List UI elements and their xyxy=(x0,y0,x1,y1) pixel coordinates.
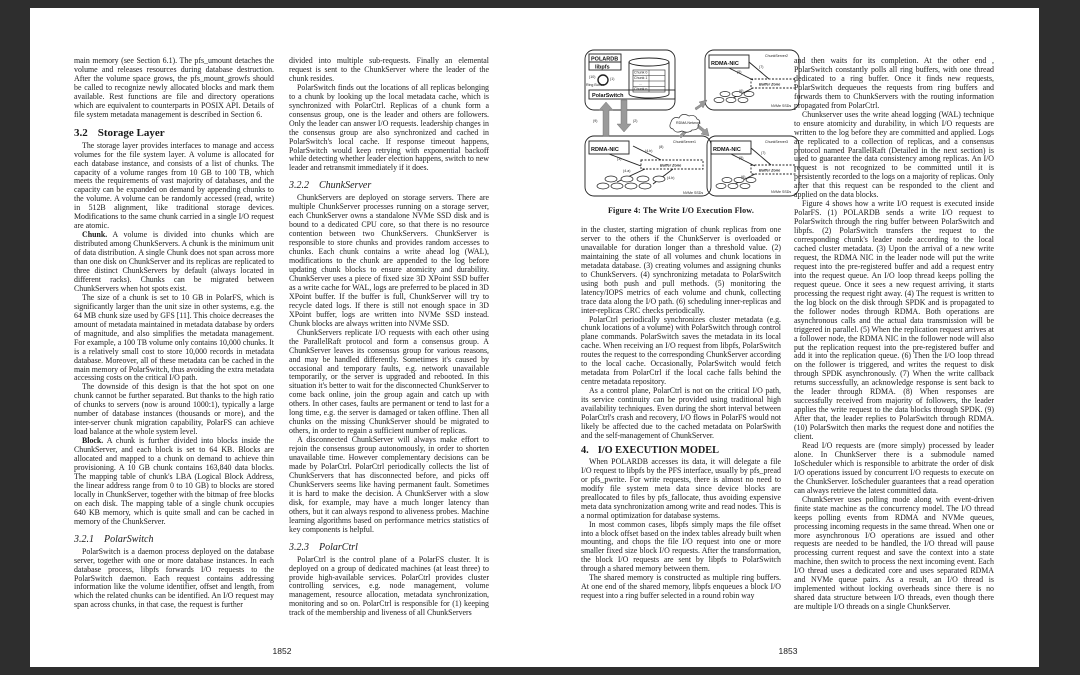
chunk-row: Chunk n xyxy=(634,87,648,91)
chunk-row: Chunk 1 xyxy=(634,76,648,80)
subsection-title: PolarCtrl xyxy=(319,541,358,553)
paragraph: Figure 4 shows how a write I/O request is executed inside PolarFS. (1) POLARDB sends a write I/O request to PolarSwitch through the ring buffer between PolarSwitch and libpfs. (2) PolarSwitch transfers the request to the corresponding chunk's leader node according to the local cached cluster metadata. (3) Upon the arrival of a new write request, the RDMA NIC in the leader node will put the write request into the pre-registered buffer and add a request entry into the request queue. An I/O loop thread keeps polling the request queue. Once it sees a new request arriving, it starts processing the request right away. (4) The request is written to the log block on the disk through SPDK and is propagated to the follower nodes through RDMA. Both operations are asynchronous calls and the actual data transmission will be triggered in parallel. (5) When the replication request arrives at a follower node, the RDMA NIC in the follower node will also put the replication request into the pre-registered buffer and add it into the replication queue. (6) Then the I/O loop thread on the follower is triggered, and writes the request to disk through SPDK asynchronously. (7) When the write callback returns successfully, an acknowledge response is sent back to the leader through RDMA. (8) When responses are successfully received from majority of followers, the leader applies the write request to the data blocks through SPDK. (9) After that, the leader replies to PolarSwitch through RDMA. (10) PolarSwitch then marks the request done and notifies the client. xyxy=(794,199,994,442)
chunk-row: Chunk 0 xyxy=(634,70,648,75)
section-heading xyxy=(581,445,781,457)
paragraph xyxy=(74,437,274,527)
page-number-right: 1853 xyxy=(778,646,798,656)
subsection-number: 3.2.3 xyxy=(289,541,309,553)
rdma-nic-label: RDMA-NIC xyxy=(713,147,741,153)
paragraph: When POLARDB accesses its data, it will delegate a file I/O request to libpfs by the PFS interface, usually by pfs_pread or pfs_pwrite. For write requests, there is almost no need to modify file system meta data since device blocks are preallocated to files by pfs_fallocate, thus avoiding expensive meta data synchronization among write and read nodes. This is a normal optimization for database systems. xyxy=(581,456,781,520)
paragraph: PolarSwitch finds out the locations of all replicas belonging to a chunk by looking up the local metadata cache, which is synchronized with PolarCtrl. Replicas of a chunk form a consensus group, one is the leader and others are followers. Only the leader can answer I/O requests. leadership changes in the consensus group are also synchronized and cached in PolarSwitch's local cache. If response timeout happens, PolarSwitch would keep retrying with exponential backoff while detecting whether leader election happens, switch to new leader and retransmit immediately if it does. xyxy=(289,82,489,173)
paragraph: and then waits for its completion. At the other end , PolarSwitch constantly polls all ring buffers, with one thread dedicated to a ring buffer. Once it finds new requests, PolarSwitch dequeues the requests from ring buffers and forwards them to ChunkServers with the routing information propagated from PolarCtrl. xyxy=(794,56,994,110)
run-in-heading: Block. xyxy=(82,436,104,446)
page-number-left: 1852 xyxy=(272,646,292,656)
step-6-label: (6) xyxy=(741,175,746,179)
section-number: 4. xyxy=(581,444,589,456)
subsection-title: ChunkServer xyxy=(319,180,372,192)
section-number: 3.2 xyxy=(74,126,88,139)
buffer-zone-label: Buffer Zone xyxy=(660,163,682,168)
step-1-label: (1) xyxy=(610,77,615,81)
paragraph: In most common cases, libpfs simply maps the file offset into a block offset based on the index tables already built when mounting, and chops the file I/O request into one or more smaller fixed size block I/O requests. After the transformation, the block I/O requests are sent by libpfs to PolarSwitch through a shared memory between them. xyxy=(581,519,781,574)
paragraph: divided into multiple sub-requests. Finally an elemental request is sent to the ChunkServer where the leader of the chunk resides. xyxy=(289,56,489,83)
section-heading xyxy=(74,127,274,140)
subsection-heading xyxy=(289,542,489,554)
document-viewer xyxy=(30,8,1039,667)
paragraph: The downside of this design is that the hot spot on one chunk cannot be further separated. But thanks to the high ratio of chunks to servers (now is around 1000:1), typically a large number of database instances (thousands or more), and the inter-server chunk migration capability, PolarFS can achieve load balance at the whole system level. xyxy=(74,382,274,437)
paragraph: Chunkserver uses the write ahead logging (WAL) technique to ensure atomicity and durability, in which I/O requests are written to the log before they are committed and applied. Logs are replicated to a collection of replicas, and a consensus protocol named ParallelRaft (Detailed in the next section) is used to guarantee the data consistency among replicas. An I/O request is not recognized to be committed until it is persistently recorded to the logs on a majority of replicas. Only after that this request can be responded to the client and applied on the data blocks. xyxy=(794,109,994,200)
step-6-label: (6) xyxy=(739,89,744,93)
buffer-zone-label: Buffer Zone xyxy=(759,168,781,173)
left-page-column-1 xyxy=(74,57,274,610)
write-io-flow-figure xyxy=(583,48,801,200)
metadata-db-icon xyxy=(629,58,669,66)
paragraph: A disconnected ChunkServer will always make effort to rejoin the consensus group autonomously, in order to shorten unavailable time. However complementary decisions can be made by PolarCtrl. PolarCtrl periodically collects the list of ChunkServers that has disconnected before, and picks off ChunkServers seems like having permanent fault. Sometimes it is hard to make the decision. A ChunkServer with a slow disk, for example, may have a much longer latency than others, but it can always respond to aliveness probes. Machine learning algorithms based on performance metrics statistics of key components is helpful. xyxy=(289,435,489,534)
paragraph: PolarCtrl is the control plane of a PolarFS cluster. It is deployed on a group of dedicated machines (at least three) to provide high-available services. PolarCtrl provides cluster controlling services, e.g. node management, volume management, resource allocation, metadata synchronization, monitoring and so on. PolarCtrl is responsible for (1) keeping track of the membership and liveness of all ChunkServers xyxy=(289,554,489,618)
paragraph: As a control plane, PolarCtrl is not on the critical I/O path, its service continuity can be provided using traditional high availability techniques. Even during the short interval between PolarCtrl's crash and recovery, I/O flows in PolarFS would not likely be affected due to the cached metadata on PolarSwith and the self-management of ChunkServer. xyxy=(581,386,781,440)
paragraph: The shared memory is constructed as multiple ring buffers. At one end of the shared memory, libpfs enqueues a block I/O request into a ring buffer selected in a round robin way xyxy=(581,573,781,601)
figure-caption: Figure 4: The Write I/O Execution Flow. xyxy=(607,206,755,215)
polarswitch-label: PolarSwitch xyxy=(592,93,624,99)
run-in-heading: Chunk. xyxy=(82,230,108,240)
subsection-heading xyxy=(74,534,274,546)
chunk-row: ... xyxy=(639,81,642,86)
step-10-label: (10) xyxy=(589,75,596,79)
subsection-heading xyxy=(289,180,489,192)
paragraph: ChunkServers replicate I/O requests with each other using the ParallelRaft protocol and form a consensus group. A ChunkServer leaves its consensus group for various reasons, and may be handled differently. Sometimes it's caused by occasional and temporary faults, e.g. network unavailable temporarily, or the server is upgraded and rebooted. In this situation it's better to wait for the disconnected ChunkServer to come back online, join the group again and catch up with others. In other cases, faults are permanent or tend to last for a long time, e.g. the server is damaged or taken offline. Then all chunks on the missing ChunkServer should be migrated to others, in order to regain a sufficient number of replicas. xyxy=(289,327,489,436)
paragraph-text: A chunk is further divided into blocks inside the ChunkServer, and each block is set to 64 KB. Blocks are allocated and mapped to a chunk on demand to achieve thin provisioning. A 10 GB chunk contains 163,840 data blocks. The mapping table of chunk's LBA (Logical Block Address, the linear address range from 0 to 10 GB) to blocks are stored locally in ChunkServer, together with the bitmap of free blocks on each disk. The mapping table of a single chunk occupies 640 KB memory, which is quite small and can be cached in memory of the ChunkServer. xyxy=(74,436,274,526)
step-7-label: (7) xyxy=(759,65,764,69)
paragraph: Read I/O requests are (more simply) processed by leader alone. In ChunkServer there is a submodule named IoScheduler which is responsible to arbitrate the order of disk I/O operations issued by concurrent I/O requests to execute on the ChunkServer. IoScheduler guarantees that a read operation can always retrieve the latest committed data. xyxy=(794,440,994,495)
chunkserver1-label: ChunkServer1 xyxy=(673,140,696,144)
step-4a-label: (4.a) xyxy=(623,169,631,173)
libpfs-label: libpfs xyxy=(595,64,610,71)
step-5-label: (5) xyxy=(739,156,744,160)
section-title: I/O EXECUTION MODEL xyxy=(597,444,720,456)
paragraph: PolarSwitch is a daemon process deployed on the database server, together with one or more database instances. In each database process, libpfs forwards I/O requests to the PolarSwitch daemon. Each request contains addressing information like the volume identifier, offset and length, from which the related chunks can be identified. An I/O request may span across chunks, in that case, the request is further xyxy=(74,546,274,610)
paragraph: PolarCtrl periodically synchronizes cluster metadata (e.g. chunk locations of a volume) with PolarSwitch through control plane commands. PolarSwitch saves the metadata in its local cache. When receiving an I/O request from libpfs, PolarSwitch routes the request to the corresponding ChunkServer according to the local cache. Occasionally, PolarSwitch would fetch metadata from PolarCtrl if the local cache falls behind the centre metadata repository. xyxy=(581,314,781,387)
step-8-label: (8) xyxy=(659,145,664,149)
buffer-zone-label: Buffer Zone xyxy=(759,82,781,87)
paragraph xyxy=(74,231,274,294)
rdma-nic-label: RDMA-NIC xyxy=(711,61,739,67)
ring-buffer-label: Ring Buffer xyxy=(586,83,604,87)
step-5-label: (5) xyxy=(737,70,742,74)
paragraph: main memory (see Section 6.1). The pfs_umount detaches the volume and releases resources during database destruction. After the volume space grows, the pfs_mount_growfs should be called to recognize newly allocated blocks and mark them available. Rest functions are file and directory operations which are equivalent to counterparts in POSIX API. Details of file system metadata management is described in Section 6. xyxy=(74,56,274,119)
step-4b-label: (4.b) xyxy=(667,176,675,180)
step-7-label: (7) xyxy=(761,151,766,155)
section-title: Storage Layer xyxy=(97,126,165,139)
paragraph: ChunkServers are deployed on storage servers. There are multiple ChunkServer processes running on a storage server, each ChunkServer owns a standalone NVMe SSD disk and is bound to a dedicated CPU core, so that there is no resource contention between two ChunkServers. ChunkServer is responsible to store chunks and provides random accesses to chunks. Each chunk contains a write ahead log (WAL), modifications to the chunk are appended to the log before updating chunk blocks to ensure atomicity and durability. ChunkServer uses a piece of fixed size 3D XPoint SSD buffer as a write cache for WAL, logs are preferred to be placed in 3D XPoint buffer. If the buffer is full, ChunkServer will try to recycle dated logs. If there is still not enough space in 3D XPoint buffer, logs are written into NVMe SSD instead. Chunk blocks are always written into NVMe SSD. xyxy=(289,193,489,328)
subsection-number: 3.2.2 xyxy=(289,180,309,192)
subsection-number: 3.2.1 xyxy=(74,533,94,545)
subsection-title: PolarSwitch xyxy=(104,533,154,545)
nvme-ssds-label: NVMe SSDs xyxy=(771,190,792,194)
step-2-label: (2) xyxy=(633,119,638,123)
paragraph: The size of a chunk is set to 10 GB in PolarFS, which is significantly larger than the unit size in other systems, e.g. the 64 MB chunk size used by GFS [11]. This choice decreases the amount of metadata maintained in metadata database by orders of magnitude, and also simplifies the metadata management. For example, a 100 TB volume only contains 10,000 chunks. It is a relatively small cost to store 10,000 records in metadata database. Moreover, all of these metadata can be cached in the main memory of PolarSwitch, thus avoiding the extra metadata accessing costs on the critical I/O path. xyxy=(74,292,274,383)
rdma-nic-label: RDMA-NIC xyxy=(591,147,619,153)
step-4b-label: (4.b) xyxy=(645,149,653,153)
left-page-column-2 xyxy=(289,57,489,618)
step-9-label: (9) xyxy=(593,119,598,123)
nvme-ssds-label: NVMe SSDs xyxy=(771,104,792,108)
chunkserver3-label: ChunkServer3 xyxy=(765,140,788,144)
paragraph: ChunkServer uses polling mode along with event-driven finite state machine as the concurrency model. The I/O thread keeps polling events from RDMA and NVMe queues, processing incoming requests in the same thread. When one or more asynchronous I/O operations are issued and other requests are needed to be handled, the I/O thread will pause processing current request and save the context into a state machine, then switch to process the next incoming event. Each I/O thread uses a dedicated core and uses separated RDMA and NVMe queue pairs. As a result, an I/O thread is implemented without locking overheads since there is no shared data structure between I/O threads, even though there are multiple I/O threads on a single ChunkServer. xyxy=(794,494,994,612)
chunkserver2-label: ChunkServer2 xyxy=(765,54,788,58)
paragraph: The storage layer provides interfaces to manage and access volumes for the file system layer. A volume is allocated for each database instance, and consists of a list of chunks. The capacity of a volume ranges from 10 GB to 100 TB, which meets the requirements of vast majority of databases, and the capacity can be expanded on demand by appending chunks to the volume. A volume can be randomly accessed (read, write) in 512B alignment, like traditional storage devices. Modifications to the same chunk carried in a single I/O request are atomic. xyxy=(74,140,274,231)
right-page-column-1 xyxy=(581,226,781,601)
paragraph-text: A volume is divided into chunks which are distributed among ChunkServers. A chunk is the minimum unit of data distribution. A single Chunk does not span across more than one disk on ChunkServer and its replicas are replicated to three distinct ChunkServers by default (always located in different racks). Chunks can be migrated between ChunkServers when hot spots exist. xyxy=(74,230,274,293)
step-3-label: (3) xyxy=(617,157,622,161)
rdma-network-label: RDMA Network xyxy=(676,121,701,125)
polardb-label: POLARDB xyxy=(591,56,619,63)
nvme-ssds-label: NVMe SSDs xyxy=(683,191,704,195)
right-page-column-2 xyxy=(794,57,994,612)
paragraph: in the cluster, starting migration of chunk replicas from one server to the others if the ChunkServer is overloaded or unavailable for duration longer than a threshold value. (2) maintaining the state of all volumes and chunk locations in metadata database. (3) creating volumes and assigning chunks to ChunkServers. (4) synchronizing metadata to PolarSwitch using both push and pull methods. (5) monitoring the latency/IOPS metrics of each volume and chunk, collecting trace data along the I/O path. (6) scheduling inner-replicas and inter-replicas CRC checks periodically. xyxy=(581,225,781,315)
